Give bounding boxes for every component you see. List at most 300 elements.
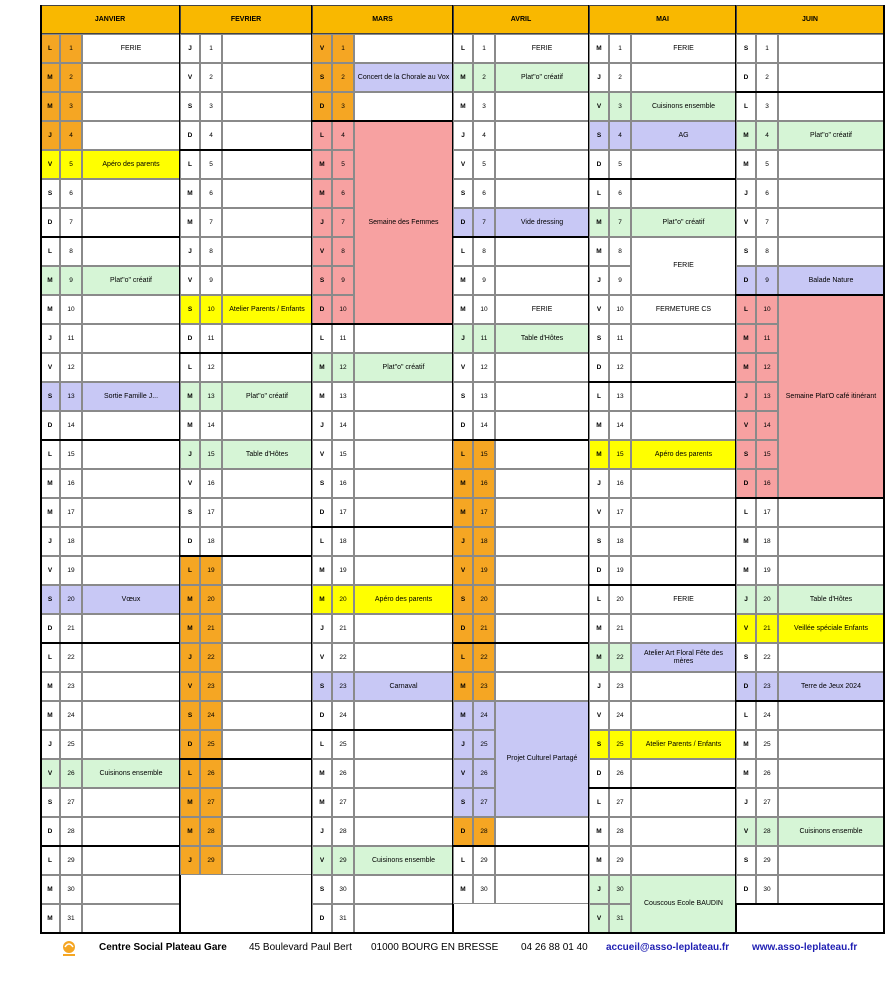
empty-event-cell (495, 179, 589, 208)
day-number: 17 (609, 498, 631, 527)
day-number: 22 (756, 643, 778, 672)
day-number: 16 (332, 469, 354, 498)
day-number: 6 (200, 179, 222, 208)
empty-event-cell (82, 643, 180, 672)
day-of-week: S (589, 121, 609, 150)
empty-event-cell (778, 556, 884, 585)
empty-event-cell (354, 643, 453, 672)
empty-event-cell (495, 817, 589, 846)
day-of-week: S (453, 788, 473, 817)
day-of-week: J (180, 440, 200, 469)
day-number: 25 (473, 730, 495, 759)
day-of-week: D (312, 295, 332, 324)
empty-event-cell (82, 817, 180, 846)
day-number: 22 (200, 643, 222, 672)
day-number: 6 (332, 179, 354, 208)
day-number: 31 (332, 904, 354, 933)
empty-event-cell (778, 179, 884, 208)
day-number: 26 (473, 759, 495, 788)
day-number: 8 (60, 237, 82, 266)
day-of-week: M (312, 556, 332, 585)
day-of-week: M (589, 440, 609, 469)
day-of-week: D (736, 875, 756, 904)
empty-event-cell (222, 817, 312, 846)
event-cell: FERIE (631, 34, 736, 63)
day-of-week: M (453, 469, 473, 498)
empty-event-cell (82, 875, 180, 904)
day-of-week: M (312, 150, 332, 179)
event-cell: FERIE (631, 585, 736, 614)
empty-event-cell (631, 353, 736, 382)
day-number: 1 (756, 34, 778, 63)
empty-event-cell (354, 527, 453, 556)
empty-event-cell (82, 730, 180, 759)
empty-event-cell (495, 353, 589, 382)
empty-event-cell (495, 614, 589, 643)
day-of-week: L (736, 92, 756, 121)
day-number: 18 (473, 527, 495, 556)
day-number: 22 (60, 643, 82, 672)
day-of-week: M (40, 904, 60, 933)
day-of-week: J (453, 730, 473, 759)
day-number: 20 (609, 585, 631, 614)
day-number: 13 (473, 382, 495, 411)
week-separator (40, 642, 180, 644)
day-of-week: L (40, 846, 60, 875)
event-cell: Vœux (82, 585, 180, 614)
day-of-week: M (453, 672, 473, 701)
empty-event-cell (495, 585, 589, 614)
day-of-week: M (312, 179, 332, 208)
week-separator (453, 236, 589, 238)
day-of-week: L (180, 556, 200, 585)
day-of-week: D (736, 63, 756, 92)
day-number: 15 (200, 440, 222, 469)
day-of-week: M (453, 701, 473, 730)
day-of-week: J (589, 875, 609, 904)
empty-event-cell (82, 498, 180, 527)
event-cell: Plat"o" créatif (495, 63, 589, 92)
day-of-week: V (180, 672, 200, 701)
day-number: 5 (332, 150, 354, 179)
empty-event-cell (631, 469, 736, 498)
empty-event-cell (354, 614, 453, 643)
event-cell: Atelier Parents / Enfants (631, 730, 736, 759)
empty-event-cell (82, 672, 180, 701)
day-number: 9 (332, 266, 354, 295)
day-of-week: V (180, 266, 200, 295)
day-number: 28 (60, 817, 82, 846)
email-link[interactable]: accueil@asso-leplateau.fr (606, 942, 730, 953)
empty-event-cell (354, 904, 453, 933)
empty-event-cell (778, 875, 884, 904)
day-of-week: M (312, 585, 332, 614)
day-of-week: V (453, 353, 473, 382)
empty-event-cell (354, 382, 453, 411)
day-number: 10 (473, 295, 495, 324)
event-cell: Concert de la Chorale au Vox (354, 63, 453, 92)
day-number: 9 (756, 266, 778, 295)
day-number: 3 (609, 92, 631, 121)
empty-event-cell (778, 701, 884, 730)
day-number: 3 (332, 92, 354, 121)
day-of-week: M (589, 817, 609, 846)
day-of-week: M (40, 875, 60, 904)
day-number: 26 (200, 759, 222, 788)
empty-event-cell (222, 614, 312, 643)
day-of-week: M (40, 266, 60, 295)
day-number: 17 (756, 498, 778, 527)
day-of-week: L (453, 440, 473, 469)
empty-event-cell (354, 324, 453, 353)
empty-event-cell (778, 643, 884, 672)
empty-event-cell (778, 730, 884, 759)
day-number: 3 (60, 92, 82, 121)
day-number: 20 (756, 585, 778, 614)
day-number: 14 (200, 411, 222, 440)
day-number: 21 (60, 614, 82, 643)
day-of-week: V (736, 614, 756, 643)
day-number: 8 (200, 237, 222, 266)
day-of-week: D (180, 324, 200, 353)
day-of-week: M (180, 411, 200, 440)
day-number: 4 (473, 121, 495, 150)
empty-event-cell (222, 701, 312, 730)
empty-event-cell (82, 846, 180, 875)
day-number: 4 (609, 121, 631, 150)
org-name: Centre Social Plateau Gare (99, 942, 227, 953)
day-of-week: S (312, 875, 332, 904)
empty-event-cell (354, 730, 453, 759)
day-number: 29 (609, 846, 631, 875)
day-of-week: J (453, 527, 473, 556)
day-of-week: J (589, 63, 609, 92)
day-of-week: M (589, 34, 609, 63)
day-number: 1 (473, 34, 495, 63)
empty-event-cell (778, 237, 884, 266)
day-of-week: V (736, 817, 756, 846)
empty-event-cell (82, 411, 180, 440)
empty-event-cell (222, 324, 312, 353)
day-of-week: M (589, 614, 609, 643)
month-header: JANVIER (40, 5, 180, 34)
day-number: 19 (756, 556, 778, 585)
day-number: 26 (609, 759, 631, 788)
empty-event-cell (631, 411, 736, 440)
empty-event-cell (778, 150, 884, 179)
day-of-week: L (589, 585, 609, 614)
empty-event-cell (495, 92, 589, 121)
empty-event-cell (778, 34, 884, 63)
day-of-week: V (40, 759, 60, 788)
day-of-week: J (180, 643, 200, 672)
day-of-week: J (40, 730, 60, 759)
day-of-week: L (180, 759, 200, 788)
event-cell: Cuisinons ensemble (82, 759, 180, 788)
empty-event-cell (354, 440, 453, 469)
day-number: 30 (332, 875, 354, 904)
day-of-week: L (40, 440, 60, 469)
day-number: 1 (609, 34, 631, 63)
day-of-week: V (736, 411, 756, 440)
day-number: 9 (60, 266, 82, 295)
left-border (40, 5, 42, 933)
day-number: 13 (332, 382, 354, 411)
day-number: 10 (756, 295, 778, 324)
empty-event-cell (354, 411, 453, 440)
day-number: 12 (756, 353, 778, 382)
day-number: 24 (756, 701, 778, 730)
day-number: 11 (332, 324, 354, 353)
day-number: 30 (609, 875, 631, 904)
month-header: MAI (589, 5, 736, 34)
day-of-week: M (453, 92, 473, 121)
day-number: 6 (60, 179, 82, 208)
day-of-week: D (589, 759, 609, 788)
day-number: 27 (756, 788, 778, 817)
day-number: 27 (332, 788, 354, 817)
day-of-week: D (312, 904, 332, 933)
month-header: FEVRIER (180, 5, 312, 34)
week-separator (736, 294, 884, 296)
empty-event-cell (222, 498, 312, 527)
day-number: 19 (200, 556, 222, 585)
empty-event-cell (631, 759, 736, 788)
day-number: 5 (609, 150, 631, 179)
day-number: 27 (473, 788, 495, 817)
empty-event-cell (495, 121, 589, 150)
empty-event-cell (495, 556, 589, 585)
day-of-week: M (453, 63, 473, 92)
day-of-week: D (736, 266, 756, 295)
day-number: 7 (332, 208, 354, 237)
event-cell: FERIE (631, 237, 736, 295)
week-separator (180, 758, 312, 760)
day-of-week: D (40, 614, 60, 643)
day-of-week: M (180, 179, 200, 208)
day-of-week: M (40, 92, 60, 121)
day-number: 6 (756, 179, 778, 208)
day-of-week: S (180, 92, 200, 121)
day-number: 22 (473, 643, 495, 672)
empty-event-cell (354, 817, 453, 846)
event-cell: FERIE (82, 34, 180, 63)
event-cell: Plat"o" créatif (778, 121, 884, 150)
event-cell: Cuisinons ensemble (778, 817, 884, 846)
day-of-week: M (180, 585, 200, 614)
empty-event-cell (82, 904, 180, 933)
day-number: 29 (332, 846, 354, 875)
event-cell: Balade Nature (778, 266, 884, 295)
day-number: 31 (609, 904, 631, 933)
day-number: 22 (332, 643, 354, 672)
day-of-week: L (312, 730, 332, 759)
day-of-week: V (180, 469, 200, 498)
day-of-week: V (312, 34, 332, 63)
empty-event-cell (82, 440, 180, 469)
event-cell: Apéro des parents (631, 440, 736, 469)
empty-event-cell (631, 556, 736, 585)
day-of-week: M (180, 614, 200, 643)
day-of-week: L (589, 788, 609, 817)
day-number: 8 (332, 237, 354, 266)
day-of-week: S (180, 295, 200, 324)
day-of-week: D (180, 527, 200, 556)
day-of-week: V (312, 643, 332, 672)
day-number: 25 (756, 730, 778, 759)
event-cell: Apéro des parents (82, 150, 180, 179)
empty-event-cell (82, 63, 180, 92)
empty-event-cell (82, 527, 180, 556)
empty-event-cell (495, 237, 589, 266)
empty-event-cell (222, 643, 312, 672)
day-of-week: L (453, 846, 473, 875)
empty-event-cell (778, 208, 884, 237)
day-of-week: S (312, 63, 332, 92)
day-of-week: V (736, 208, 756, 237)
day-number: 15 (609, 440, 631, 469)
empty-event-cell (222, 237, 312, 266)
empty-event-cell (495, 672, 589, 701)
empty-event-cell (778, 846, 884, 875)
empty-event-cell (354, 788, 453, 817)
week-separator (589, 584, 736, 586)
day-of-week: M (589, 411, 609, 440)
day-number: 16 (60, 469, 82, 498)
day-number: 29 (473, 846, 495, 875)
day-number: 23 (200, 672, 222, 701)
week-separator (312, 323, 453, 325)
empty-event-cell (222, 150, 312, 179)
day-of-week: J (589, 266, 609, 295)
day-of-week: L (589, 382, 609, 411)
empty-event-cell (495, 382, 589, 411)
empty-event-cell (222, 527, 312, 556)
month-header: JUIN (736, 5, 884, 34)
day-of-week: V (453, 556, 473, 585)
empty-event-cell (222, 759, 312, 788)
day-number: 4 (756, 121, 778, 150)
event-cell: Cuisinons ensemble (354, 846, 453, 875)
empty-event-cell (82, 208, 180, 237)
day-number: 30 (473, 875, 495, 904)
day-of-week: S (40, 382, 60, 411)
day-number: 14 (756, 411, 778, 440)
day-of-week: V (312, 237, 332, 266)
empty-event-cell (82, 295, 180, 324)
day-number: 22 (609, 643, 631, 672)
empty-event-cell (354, 498, 453, 527)
logo-icon (58, 938, 80, 960)
day-of-week: M (589, 208, 609, 237)
day-of-week: M (180, 382, 200, 411)
day-number: 21 (756, 614, 778, 643)
day-of-week: S (736, 440, 756, 469)
day-of-week: M (180, 788, 200, 817)
day-number: 5 (60, 150, 82, 179)
day-of-week: J (312, 208, 332, 237)
day-of-week: M (736, 353, 756, 382)
empty-event-cell (222, 788, 312, 817)
day-number: 21 (332, 614, 354, 643)
day-of-week: L (453, 643, 473, 672)
day-number: 3 (473, 92, 495, 121)
day-of-week: J (180, 34, 200, 63)
day-of-week: M (180, 208, 200, 237)
day-of-week: S (312, 469, 332, 498)
day-number: 12 (609, 353, 631, 382)
day-number: 26 (332, 759, 354, 788)
week-separator (736, 91, 884, 93)
event-cell: Carnaval (354, 672, 453, 701)
empty-event-cell (222, 672, 312, 701)
day-number: 23 (756, 672, 778, 701)
day-of-week: D (589, 353, 609, 382)
day-of-week: M (736, 121, 756, 150)
day-of-week: D (40, 817, 60, 846)
day-number: 11 (473, 324, 495, 353)
event-cell: Sortie Famille J... (82, 382, 180, 411)
empty-event-cell (631, 63, 736, 92)
empty-event-cell (495, 875, 589, 904)
day-number: 24 (609, 701, 631, 730)
day-of-week: S (180, 701, 200, 730)
empty-event-cell (778, 92, 884, 121)
day-of-week: V (180, 63, 200, 92)
day-number: 8 (473, 237, 495, 266)
day-number: 11 (756, 324, 778, 353)
empty-event-cell (222, 266, 312, 295)
day-number: 5 (200, 150, 222, 179)
day-of-week: S (589, 527, 609, 556)
day-of-week: M (736, 324, 756, 353)
day-of-week: D (736, 469, 756, 498)
empty-event-cell (495, 266, 589, 295)
empty-event-cell (631, 179, 736, 208)
day-number: 1 (332, 34, 354, 63)
day-of-week: M (312, 353, 332, 382)
empty-event-cell (631, 614, 736, 643)
day-number: 21 (609, 614, 631, 643)
week-separator (180, 352, 312, 354)
day-number: 16 (200, 469, 222, 498)
day-number: 8 (609, 237, 631, 266)
day-of-week: D (589, 556, 609, 585)
empty-event-cell (222, 92, 312, 121)
week-separator (40, 439, 180, 441)
day-of-week: V (40, 353, 60, 382)
day-number: 13 (756, 382, 778, 411)
day-number: 29 (60, 846, 82, 875)
city: 01000 BOURG EN BRESSE (371, 942, 499, 953)
day-of-week: M (312, 788, 332, 817)
day-of-week: M (589, 237, 609, 266)
website-link[interactable]: www.asso-leplateau.fr (752, 942, 858, 953)
day-of-week: D (589, 150, 609, 179)
day-of-week: M (736, 556, 756, 585)
day-of-week: J (453, 121, 473, 150)
event-cell: Table d'Hôtes (222, 440, 312, 469)
day-of-week: J (312, 817, 332, 846)
empty-event-cell (82, 324, 180, 353)
day-number: 3 (200, 92, 222, 121)
event-cell: Projet Culturel Partagé (495, 701, 589, 817)
day-of-week: S (453, 585, 473, 614)
empty-event-cell (222, 208, 312, 237)
day-of-week: V (589, 904, 609, 933)
day-number: 15 (756, 440, 778, 469)
day-number: 24 (200, 701, 222, 730)
